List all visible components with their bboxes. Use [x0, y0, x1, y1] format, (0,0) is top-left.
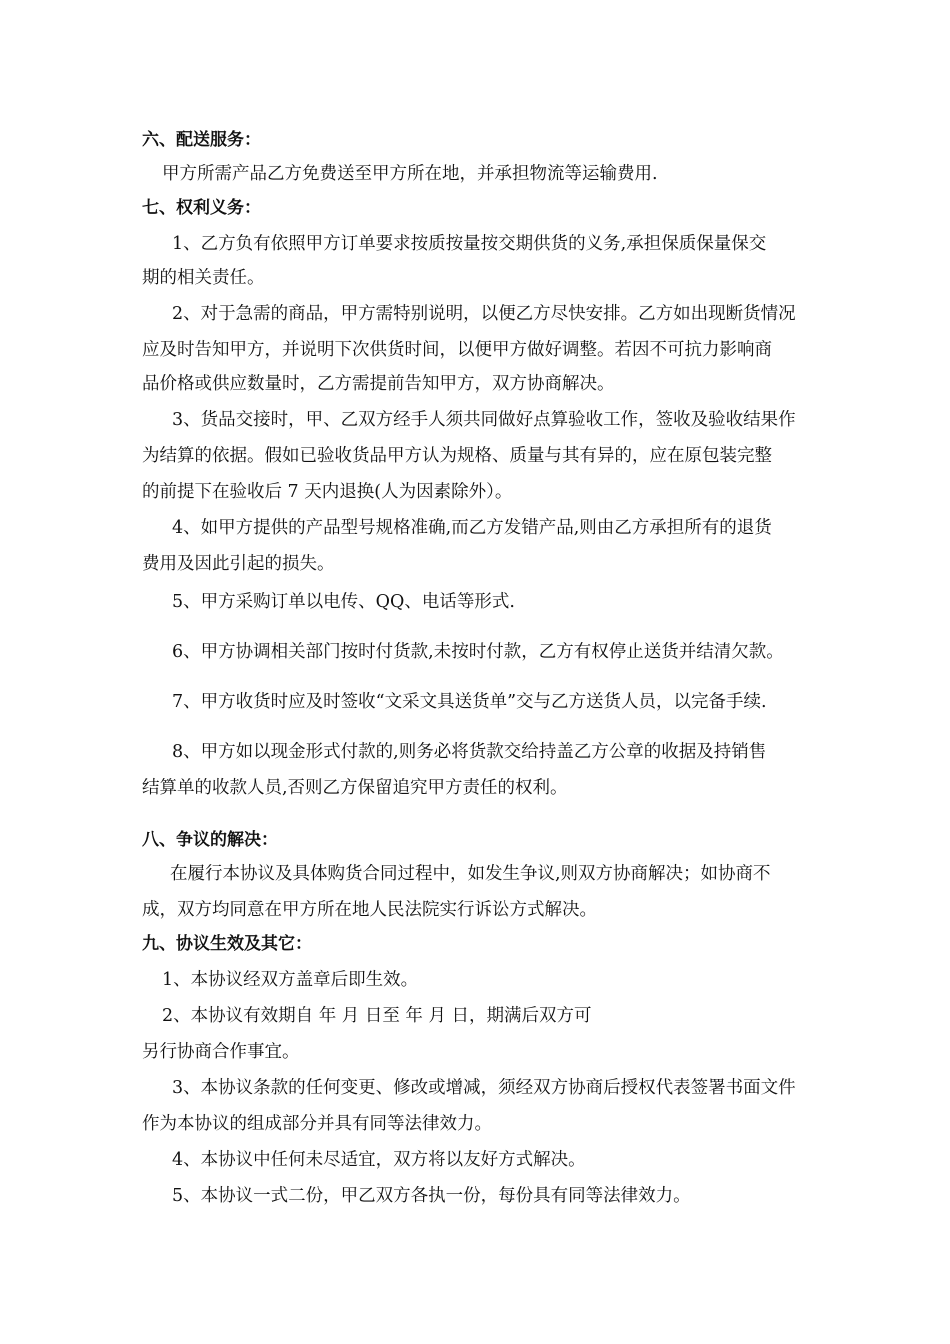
section-7-line: 应及时告知甲方，并说明下次供货时间，以便甲方做好调整。若因不可抗力影响商 [142, 340, 772, 360]
section-9-line: 4、本协议中任何未尽适宜，双方将以友好方式解决。 [172, 1150, 586, 1170]
section-7-line: 品价格或供应数量时，乙方需提前告知甲方，双方协商解决。 [142, 374, 615, 394]
section-8-line: 成，双方均同意在甲方所在地人民法院实行诉讼方式解决。 [142, 900, 597, 920]
section-7-line: 8、甲方如以现金形式付款的,则务必将货款交给持盖乙方公章的收据及持销售 [172, 742, 767, 762]
section-7-line: 期的相关责任。 [142, 268, 265, 288]
section-7-line: 5、甲方采购订单以电传、QQ、电话等形式. [172, 592, 515, 612]
section-7-line: 为结算的依据。假如已验收货品甲方认为规格、质量与其有异的，应在原包装完整 [142, 446, 772, 466]
section-7-line: 6、甲方协调相关部门按时付货款,未按时付款，乙方有权停止送货并结清欠款。 [172, 642, 784, 662]
section-7-line: 2、对于急需的商品，甲方需特别说明，以便乙方尽快安排。乙方如出现断货情况 [172, 304, 796, 324]
section-9-line: 5、本协议一式二份，甲乙双方各执一份，每份具有同等法律效力。 [172, 1186, 691, 1206]
section-7-line: 3、货品交接时，甲、乙双方经手人须共同做好点算验收工作，签收及验收结果作 [172, 410, 796, 430]
section-9-line: 作为本协议的组成部分并具有同等法律效力。 [142, 1114, 492, 1134]
section-7-line: 费用及因此引起的损失。 [142, 554, 335, 574]
section-7-line: 结算单的收款人员,否则乙方保留追究甲方责任的权利。 [142, 778, 568, 798]
section-8-line: 在履行本协议及具体购货合同过程中，如发生争议,则双方协商解决；如协商不 [170, 864, 771, 884]
section-6-line: 甲方所需产品乙方免费送至甲方所在地，并承担物流等运输费用. [162, 164, 658, 184]
section-9-line: 另行协商合作事宜。 [142, 1042, 300, 1062]
section-7-line: 7、甲方收货时应及时签收“文采文具送货单”交与乙方送货人员，以完备手续. [172, 692, 767, 712]
section-7-heading: 七、权利义务： [142, 198, 261, 218]
section-9-heading: 九、协议生效及其它： [142, 934, 312, 954]
section-9-line: 2、本协议有效期自 年 月 日至 年 月 日，期满后双方可 [162, 1006, 592, 1026]
section-8-heading: 八、争议的解决： [142, 830, 278, 850]
section-7-line: 的前提下在验收后 7 天内退换(人为因素除外）。 [142, 482, 513, 502]
section-7-line: 1、乙方负有依照甲方订单要求按质按量按交期供货的义务,承担保质保量保交 [172, 234, 767, 254]
section-7-line: 4、如甲方提供的产品型号规格准确,而乙方发错产品,则由乙方承担所有的退货 [172, 518, 772, 538]
section-9-line: 1、本协议经双方盖章后即生效。 [162, 970, 419, 990]
section-6-heading: 六、配送服务： [142, 130, 261, 150]
section-9-line: 3、本协议条款的任何变更、修改或增减，须经双方协商后授权代表签署书面文件 [172, 1078, 796, 1098]
